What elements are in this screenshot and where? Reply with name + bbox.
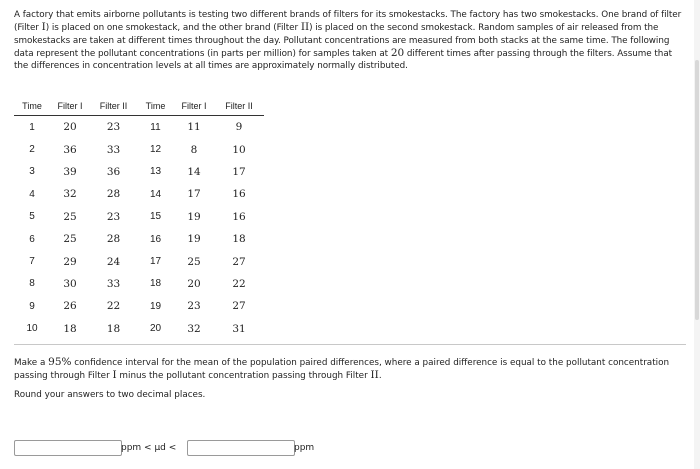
value-cell: 26 (63, 300, 77, 313)
time-cell: 16 (149, 233, 162, 245)
lower-bound-input[interactable] (14, 440, 122, 456)
time-cell: 14 (149, 188, 162, 200)
value-cell: 25 (63, 233, 77, 246)
value-cell: 19 (187, 210, 201, 223)
value-cell: 18 (106, 322, 121, 335)
value-cell: 32 (63, 188, 77, 201)
section-divider (14, 344, 686, 345)
filter-ii-symbol: II (370, 369, 379, 382)
time-cell: 17 (149, 256, 162, 268)
value-cell: 28 (106, 233, 121, 246)
time-cell: 2 (29, 144, 35, 156)
table-row (14, 318, 264, 340)
time-cell: 12 (149, 144, 162, 156)
value-cell: 39 (63, 165, 77, 178)
value-cell: 23 (106, 121, 121, 134)
question-text-4: . (378, 371, 382, 382)
intro-text-4: different times after passing through the filters. Assume that the differences in concentration levels at all times are approximately normally distributed. (14, 48, 673, 72)
value-cell: 32 (187, 322, 201, 335)
table-row (14, 250, 264, 272)
question-text-3: minus the pollutant concentration passing through Filter (116, 371, 371, 382)
time-cell: 8 (29, 278, 35, 290)
question-text-2: confidence interval for the mean of the population paired differences, where a paired difference is equal to the pollutant concentration passing through Filter (14, 358, 670, 382)
time-cell: 5 (29, 211, 35, 223)
upper-bound-input[interactable] (187, 440, 295, 456)
value-cell: 31 (232, 322, 246, 335)
value-cell: 23 (106, 210, 121, 223)
value-cell: 10 (232, 143, 246, 156)
page-scrollbar[interactable] (694, 0, 700, 469)
pollutant-data-table (14, 97, 264, 340)
value-cell: 27 (232, 255, 246, 268)
sample-count: 20 (390, 46, 405, 59)
value-cell: 25 (63, 210, 77, 223)
value-cell: 19 (187, 233, 201, 246)
value-cell: 17 (232, 165, 246, 178)
value-cell: 11 (187, 121, 201, 134)
value-cell: 27 (232, 300, 246, 313)
time-cell: 3 (29, 166, 35, 178)
time-cell: 10 (26, 323, 38, 335)
rounding-instruction: Round your answers to two decimal places. (14, 390, 206, 400)
intro-text-1: A factory that emits airborne pollutants is testing two different brands of filters for its smokestacks. The factory has two smokestacks. One brand of filter (Filter (14, 10, 682, 34)
interval-middle-label: ppm < μd < (121, 443, 177, 453)
confidence-level: 95% (48, 356, 72, 368)
value-cell: 23 (187, 300, 201, 313)
value-cell: 24 (106, 255, 121, 268)
question-text-1: Make a (14, 358, 49, 368)
time-cell: 13 (149, 166, 162, 178)
header-time-2: Time (137, 97, 174, 116)
time-cell: 18 (149, 278, 162, 290)
value-cell: 16 (232, 210, 246, 223)
time-cell: 1 (29, 121, 35, 133)
intro-text-3: ) is placed on the second smokestack. Random samples of air released from the smokestacks are taken at different times throughout the day. Pollutant concentrations are measured from both stacks at the same time. The following data represent the pollutant concentrations (in parts per million) for samples taken at (14, 23, 670, 59)
value-cell: 29 (63, 255, 77, 268)
table-row (14, 228, 264, 250)
units-label: ppm (294, 443, 315, 453)
time-cell: 4 (29, 188, 35, 200)
value-cell: 17 (187, 188, 201, 201)
value-cell: 18 (232, 233, 246, 246)
value-cell: 36 (63, 143, 77, 156)
time-cell: 20 (149, 323, 162, 335)
value-cell: 22 (232, 277, 246, 290)
table-row (14, 138, 264, 160)
table-row (14, 161, 264, 183)
header-time-1: Time (14, 97, 50, 116)
header-filter-i-1: Filter I (50, 97, 90, 116)
time-cell: 7 (29, 256, 35, 268)
time-cell: 9 (29, 300, 35, 312)
value-cell: 14 (187, 165, 201, 178)
table-row (14, 183, 264, 205)
time-cell: 19 (149, 300, 162, 312)
value-cell: 20 (63, 121, 77, 134)
value-cell: 33 (106, 277, 121, 290)
problem-statement (14, 9, 684, 72)
table-header-row (14, 97, 264, 116)
value-cell: 9 (235, 121, 243, 134)
table-row (14, 116, 264, 139)
time-cell: 6 (29, 233, 35, 245)
filter-i-symbol: I (41, 21, 46, 34)
question-text (14, 356, 684, 383)
value-cell: 8 (190, 143, 198, 156)
value-cell: 25 (187, 255, 201, 268)
intro-text-2: ) is placed on one smokestack, and the other brand (Filter (45, 23, 301, 34)
time-cell: 11 (150, 121, 161, 133)
header-filter-i-2: Filter I (174, 97, 214, 116)
table-row (14, 273, 264, 295)
value-cell: 28 (106, 188, 121, 201)
value-cell: 33 (106, 143, 121, 156)
table-row (14, 295, 264, 317)
header-filter-ii-1: Filter II (90, 97, 137, 116)
value-cell: 20 (187, 277, 201, 290)
filter-ii-symbol: II (300, 21, 310, 34)
time-cell: 15 (149, 211, 162, 223)
header-filter-ii-2: Filter II (214, 97, 264, 116)
filter-i-symbol: I (112, 369, 117, 382)
table-row (14, 206, 264, 228)
value-cell: 22 (106, 300, 121, 313)
table-body (14, 116, 264, 340)
value-cell: 18 (63, 322, 77, 335)
value-cell: 36 (106, 165, 121, 178)
value-cell: 16 (232, 188, 246, 201)
value-cell: 30 (63, 277, 77, 290)
scrollbar-thumb[interactable] (695, 60, 699, 320)
